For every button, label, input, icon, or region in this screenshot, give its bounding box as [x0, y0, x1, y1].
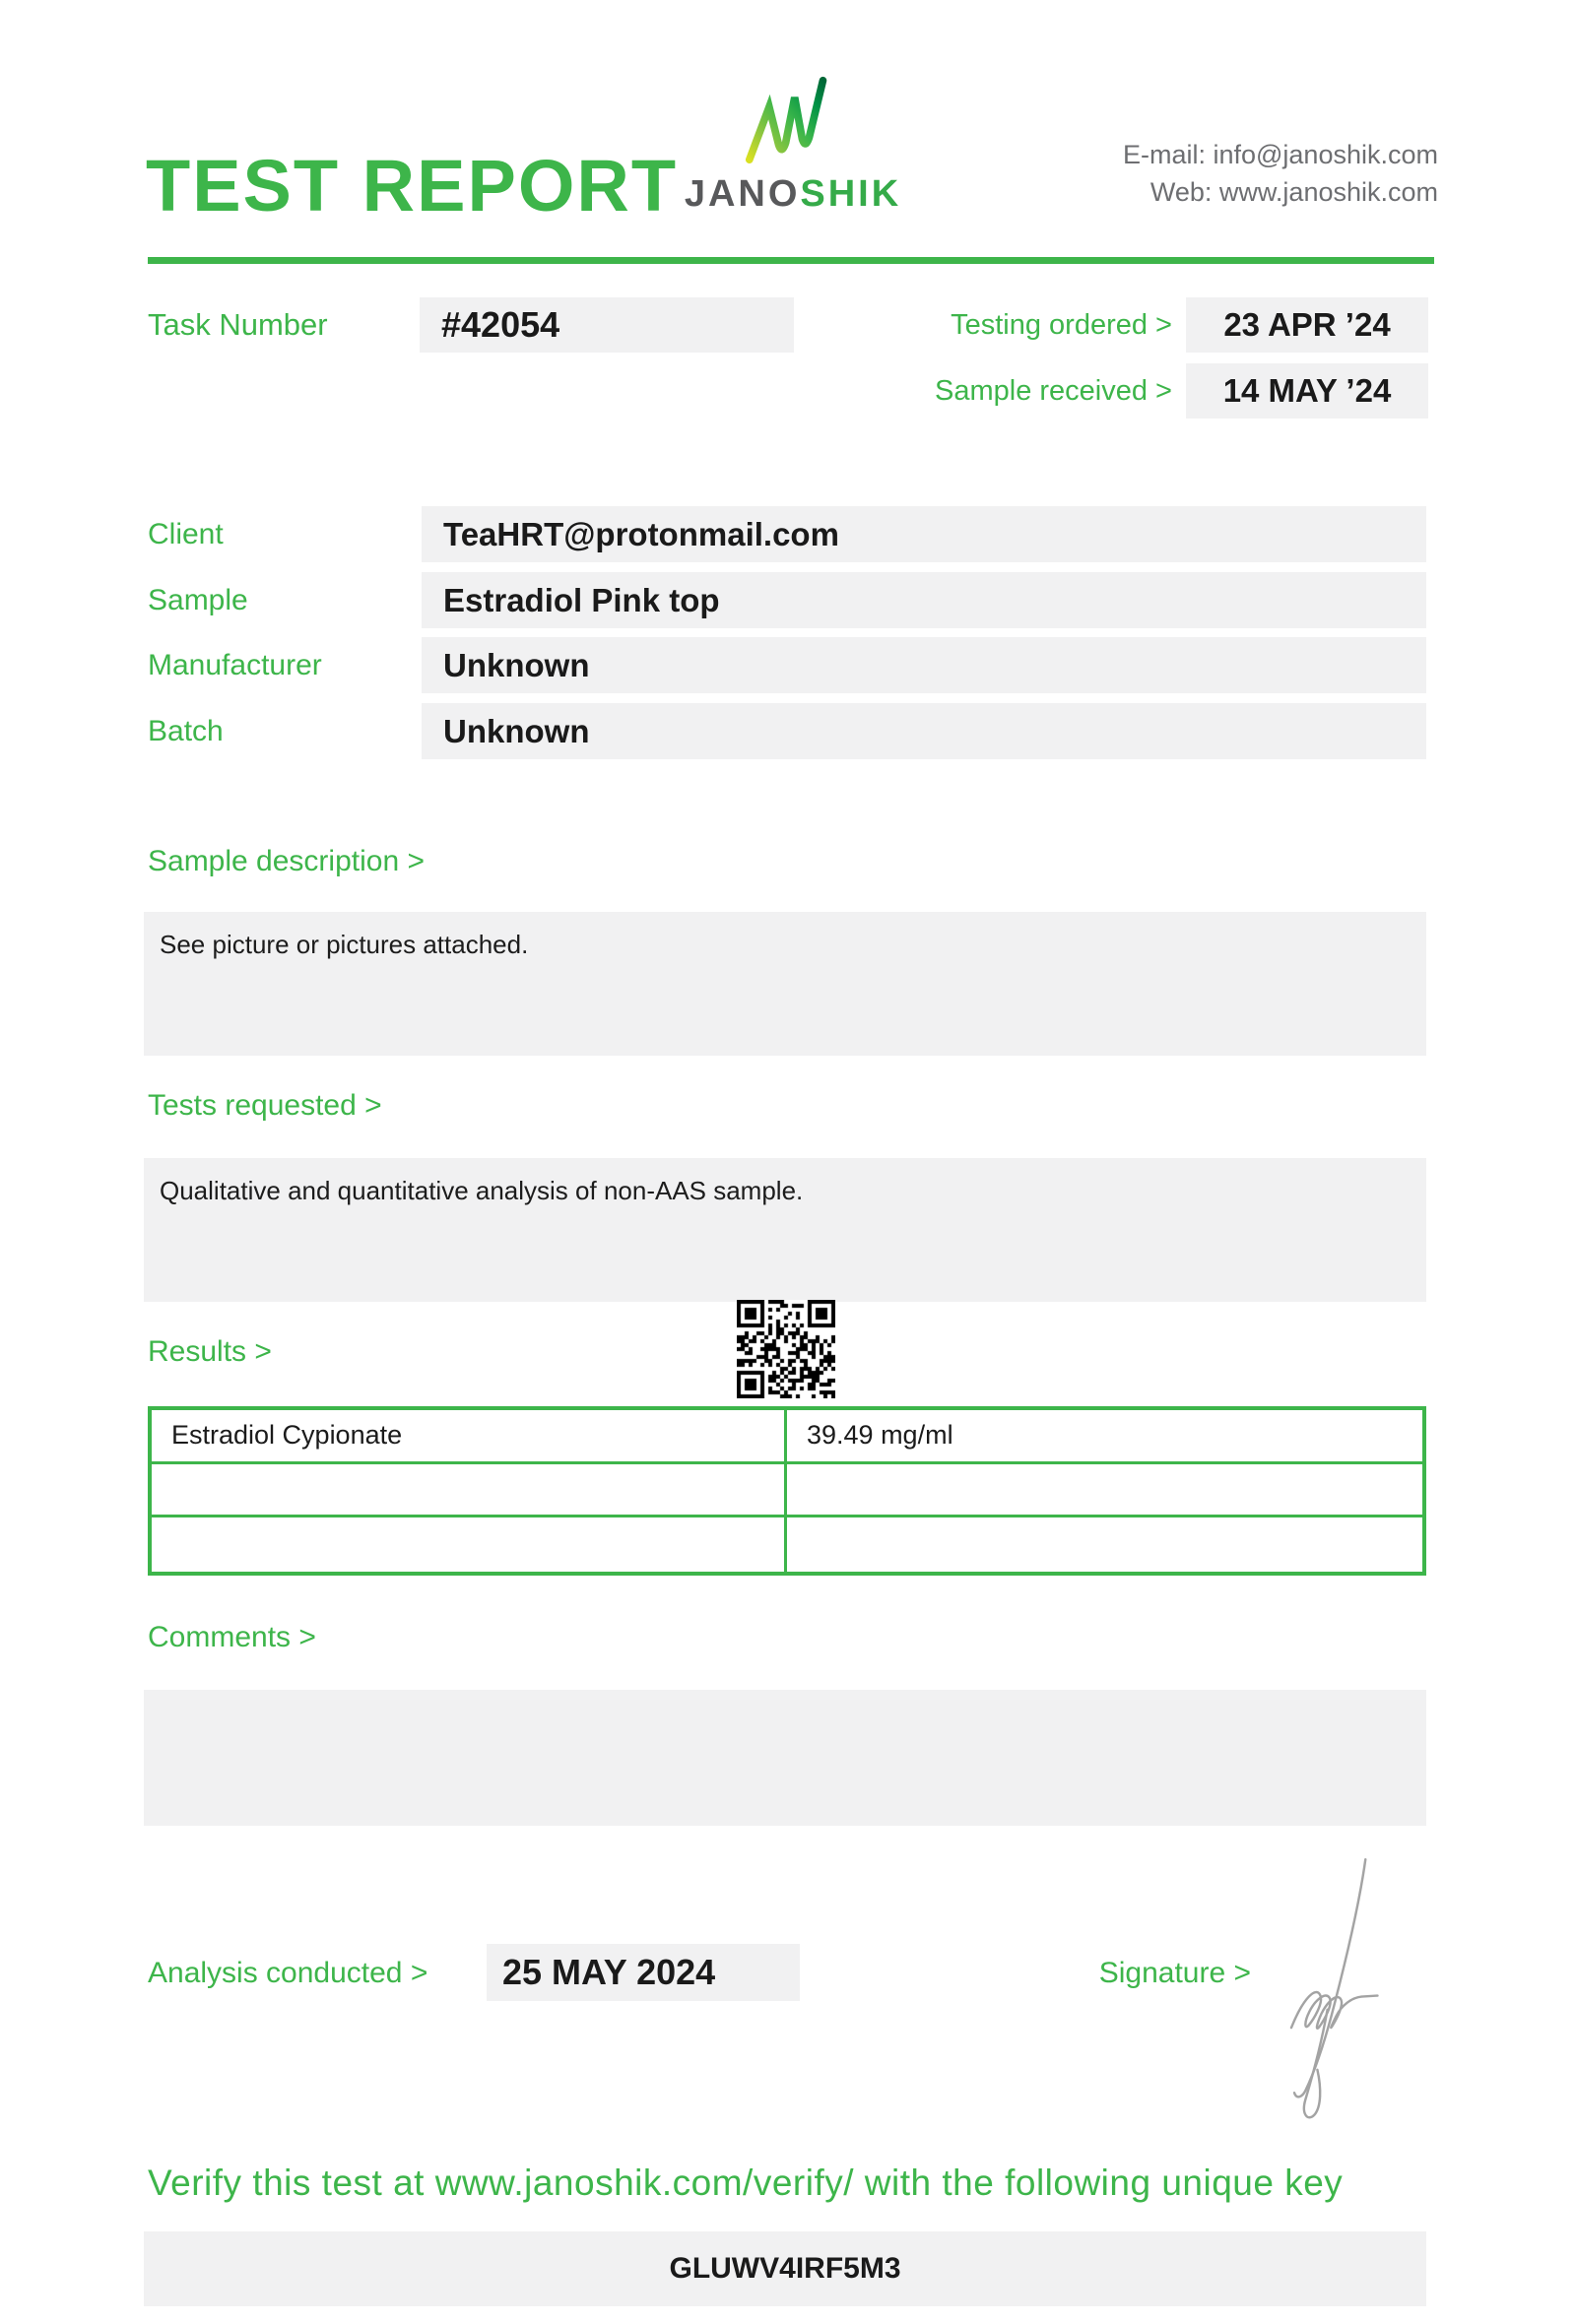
client-label: Client — [148, 518, 224, 550]
result-value-cell — [787, 1517, 1422, 1572]
result-analyte-cell: Estradiol Cypionate — [152, 1410, 787, 1464]
logo-chart-icon — [742, 75, 836, 163]
manufacturer-box — [422, 637, 1426, 693]
signature-image — [1267, 1847, 1432, 2138]
contact-web: Web: www.janoshik.com — [1149, 177, 1438, 207]
sample-description-header: Sample description > — [148, 845, 425, 877]
result-value-cell: 39.49 mg/ml — [787, 1410, 1422, 1464]
testing-ordered-box — [1186, 297, 1428, 353]
batch-value: Unknown — [443, 713, 590, 749]
manufacturer-label: Manufacturer — [148, 649, 322, 681]
brand-name — [650, 173, 936, 216]
tests-requested-header: Tests requested > — [148, 1089, 382, 1122]
sample-received-label: Sample received > — [935, 375, 1172, 407]
contact-block — [985, 136, 1438, 211]
results-header: Results > — [148, 1335, 272, 1368]
analysis-conducted-label: Analysis conducted > — [148, 1957, 428, 1989]
sample-received-box — [1186, 363, 1428, 419]
brand-name-left: JANO — [684, 173, 801, 215]
batch-label: Batch — [148, 715, 224, 747]
task-number-label: Task Number — [148, 307, 328, 342]
tests-requested-box — [144, 1158, 1426, 1302]
batch-box — [422, 703, 1426, 759]
qr-code — [737, 1300, 835, 1398]
verify-instruction: Verify this test at www.janoshik.com/verify/ with the following unique key — [148, 2163, 1344, 2203]
sample-description-box — [144, 912, 1426, 1056]
header-divider — [148, 257, 1434, 264]
analysis-date-box — [487, 1944, 800, 2001]
results-table — [148, 1406, 1426, 1576]
contact-email: E-mail: info@janoshik.com — [1122, 140, 1438, 169]
verify-key-box — [144, 2231, 1426, 2306]
client-value: TeaHRT@protonmail.com — [443, 516, 839, 552]
result-value-cell — [787, 1464, 1422, 1518]
client-box — [422, 506, 1426, 562]
sample-received-date: 14 MAY ’24 — [1222, 372, 1392, 409]
result-analyte-cell — [152, 1517, 787, 1572]
testing-ordered-date: 23 APR ’24 — [1223, 306, 1391, 343]
task-number-box — [420, 297, 794, 353]
signature-label: Signature > — [1098, 1957, 1251, 1989]
verify-key: GLUWV4IRF5M3 — [669, 2252, 901, 2285]
brand-name-right: SHIK — [800, 173, 902, 215]
testing-ordered-label: Testing ordered > — [951, 309, 1172, 341]
analysis-date: 25 MAY 2024 — [502, 1952, 716, 1992]
manufacturer-value: Unknown — [443, 647, 590, 683]
comments-box — [144, 1690, 1426, 1826]
sample-box — [422, 572, 1426, 628]
comments-header: Comments > — [148, 1621, 316, 1653]
sample-description-text: See picture or pictures attached. — [160, 930, 529, 959]
sample-label: Sample — [148, 584, 248, 616]
sample-value: Estradiol Pink top — [443, 582, 720, 618]
page-title: TEST REPORT — [146, 145, 679, 226]
comments-text — [144, 1690, 1426, 1708]
tests-requested-text: Qualitative and quantitative analysis of non-AAS sample. — [160, 1176, 804, 1205]
result-analyte-cell — [152, 1464, 787, 1518]
task-number-value: #42054 — [441, 304, 560, 345]
